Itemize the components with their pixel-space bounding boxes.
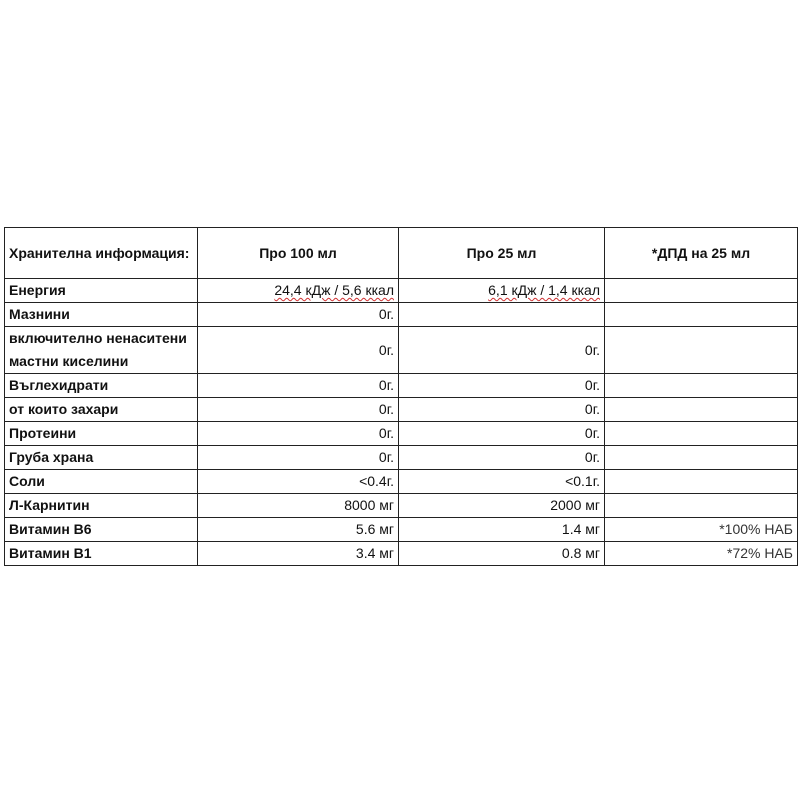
table-row [5, 303, 798, 327]
table-row [5, 518, 798, 542]
value-per-100ml [198, 279, 399, 303]
row-label: Соли [5, 470, 198, 494]
table-header [5, 228, 798, 279]
value-daily [605, 374, 798, 398]
value-per-25ml: 0г. [399, 446, 605, 470]
table-row [5, 542, 798, 566]
row-label: Витамин В1 [5, 542, 198, 566]
value-per-100ml: <0.4г. [198, 470, 399, 494]
table-row [5, 279, 798, 303]
value-per-25ml: 0.8 мг [399, 542, 605, 566]
row-label: Л-Карнитин [5, 494, 198, 518]
value-daily [605, 446, 798, 470]
row-label: Протеини [5, 422, 198, 446]
nutrition-table [4, 227, 798, 566]
table-body [5, 279, 798, 566]
value-daily [605, 303, 798, 327]
row-label: Груба храна [5, 446, 198, 470]
table-row [5, 422, 798, 446]
row-label: Витамин В6 [5, 518, 198, 542]
value-per-25ml: 0г. [399, 374, 605, 398]
value-per-25ml: 1.4 мг [399, 518, 605, 542]
value-per-100ml: 0г. [198, 422, 399, 446]
table-row [5, 446, 798, 470]
value-daily [605, 470, 798, 494]
value-per-25ml [399, 279, 605, 303]
value-daily [605, 398, 798, 422]
header-nutrition-info: Хранителна информация: [5, 228, 198, 279]
value-per-25ml: 0г. [399, 327, 605, 374]
value-per-100ml: 5.6 мг [198, 518, 399, 542]
value-per-100ml: 0г. [198, 398, 399, 422]
row-label: Мазнини [5, 303, 198, 327]
value-per-25ml: 0г. [399, 422, 605, 446]
row-label: Въглехидрати [5, 374, 198, 398]
value-text: 6,1 кДж / 1,4 ккал [488, 282, 600, 298]
value-daily [605, 494, 798, 518]
row-label: Енергия [5, 279, 198, 303]
value-per-25ml: 2000 мг [399, 494, 605, 518]
row-label: включително ненаситени мастни киселини [5, 327, 198, 374]
table-row [5, 398, 798, 422]
header-per-100ml: Про 100 мл [198, 228, 399, 279]
value-per-100ml: 0г. [198, 446, 399, 470]
value-text: 24,4 кДж / 5,6 ккал [274, 282, 394, 298]
value-per-25ml [399, 303, 605, 327]
value-daily: *100% НАБ [605, 518, 798, 542]
header-row [5, 228, 798, 279]
table-row [5, 494, 798, 518]
value-daily [605, 422, 798, 446]
header-daily-value: *ДПД на 25 мл [605, 228, 798, 279]
header-per-25ml: Про 25 мл [399, 228, 605, 279]
value-per-25ml: 0г. [399, 398, 605, 422]
row-label: от които захари [5, 398, 198, 422]
value-per-100ml: 0г. [198, 374, 399, 398]
value-daily [605, 279, 798, 303]
value-daily [605, 327, 798, 374]
table-row [5, 327, 798, 374]
value-per-100ml: 0г. [198, 327, 399, 374]
value-per-25ml: <0.1г. [399, 470, 605, 494]
value-per-100ml: 3.4 мг [198, 542, 399, 566]
table-row [5, 470, 798, 494]
value-per-100ml: 8000 мг [198, 494, 399, 518]
table-row [5, 374, 798, 398]
value-per-100ml: 0г. [198, 303, 399, 327]
value-daily: *72% НАБ [605, 542, 798, 566]
